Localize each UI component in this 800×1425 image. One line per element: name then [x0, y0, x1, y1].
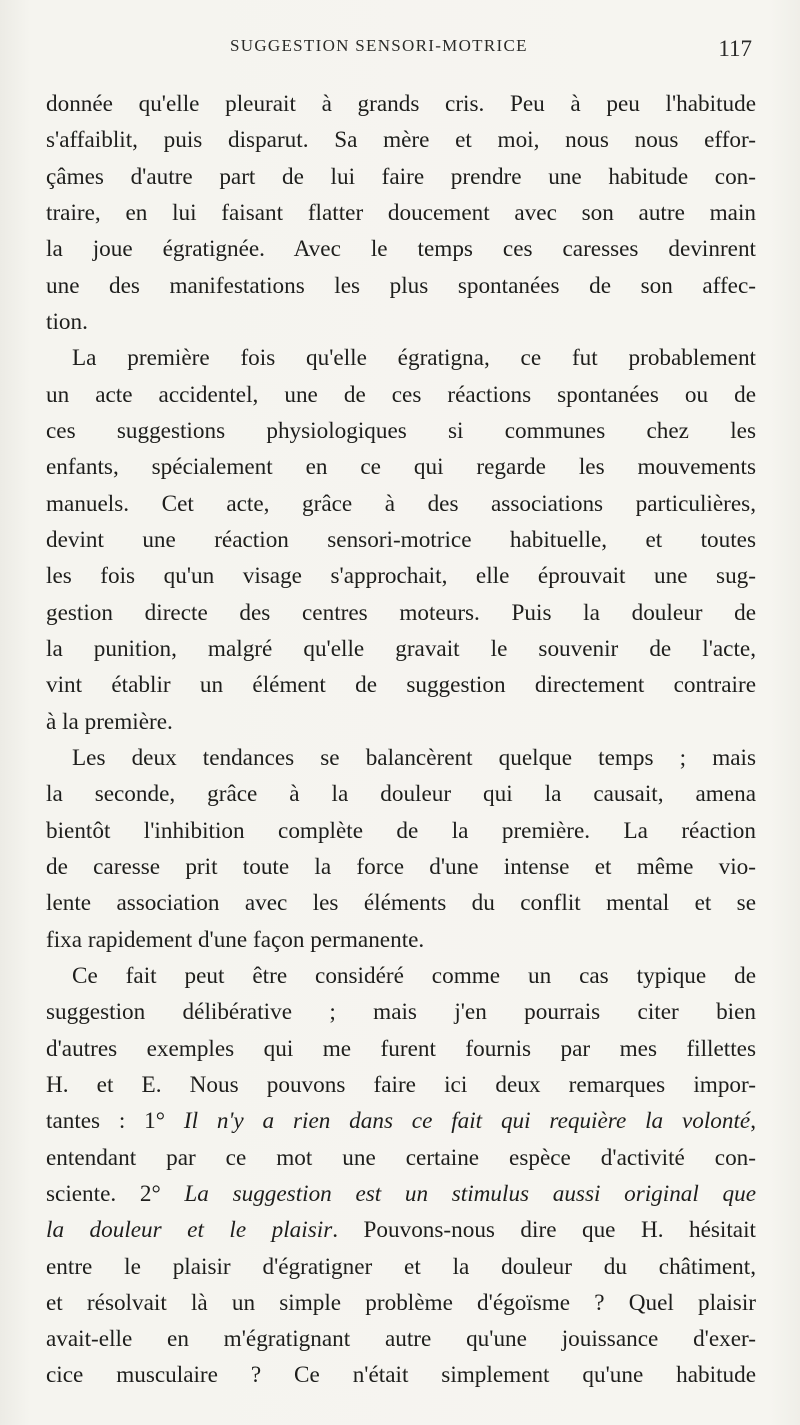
text-line: traire, en lui faisant flatter doucement avec son autre main [46, 199, 756, 226]
text-line: enfants, spécialement en ce qui regarde les mouvements [46, 454, 756, 481]
text-line: ces suggestions physiologiques si communes chez les [46, 417, 756, 444]
text-line: tion. [46, 308, 88, 335]
paragraph-1 [46, 86, 756, 340]
text-line: avait-elle en m'égratignant autre qu'une jouissance d'exer- [46, 1326, 756, 1353]
text-line: La première fois qu'elle égratigna, ce fut probablement [72, 345, 756, 372]
text-line: la seconde, grâce à la douleur qui la causait, amena [46, 781, 756, 808]
italic-text: La suggestion est un stimulus aussi original que [184, 1180, 756, 1207]
text-line: Ce fait peut être considéré comme un cas typique de [72, 962, 756, 989]
text-line: un acte accidentel, une de ces réactions spontanées ou de [46, 381, 756, 408]
text-line: et résolvait là un simple problème d'égoïsme ? Quel plaisir [46, 1289, 756, 1316]
text-line: fixa rapidement d'une façon permanente. [46, 926, 425, 953]
text-line: les fois qu'un visage s'approchait, elle éprouvait une sug- [46, 563, 756, 590]
text-line: à la première. [46, 708, 173, 735]
text-run: tantes : 1° [46, 1108, 184, 1135]
text-line: la punition, malgré qu'elle gravait le souvenir de l'acte, [46, 635, 756, 662]
text-line: d'autres exemples qui me furent fournis par mes fillettes [46, 1035, 756, 1062]
text-line: gestion directe des centres moteurs. Puis la douleur de [46, 599, 756, 626]
paragraph-3 [46, 740, 756, 958]
text-line: Les deux tendances se balancèrent quelque temps ; mais [72, 744, 756, 771]
text-line: donnée qu'elle pleurait à grands cris. Peu à peu l'habitude [46, 91, 756, 117]
text-line: manuels. Cet acte, grâce à des associations particulières, [46, 490, 756, 517]
text-line: çâmes d'autre part de lui faire prendre une habitude con- [46, 163, 756, 190]
italic-text: la douleur et le plaisir [46, 1217, 333, 1244]
paragraph-2 [46, 340, 756, 740]
text-line: s'affaiblit, puis disparut. Sa mère et moi, nous nous effor- [46, 127, 756, 154]
text-line [46, 1103, 756, 1139]
text-run: sciente. 2° [46, 1180, 185, 1207]
text-line: entre le plaisir d'égratigner et la douleur du châtiment, [46, 1253, 756, 1280]
text-run: . Pouvons-nous dire que H. hésitait [332, 1217, 756, 1244]
text-line: la joue égratignée. Avec le temps ces caresses devinrent [46, 236, 756, 263]
body-text [46, 86, 756, 1394]
text-line: cice musculaire ? Ce n'était simplement qu'une habitude [46, 1362, 756, 1389]
running-head: SUGGESTION SENSORI-MOTRICE [230, 36, 528, 55]
paragraph-4 [46, 958, 756, 1394]
text-line: vint établir un élément de suggestion directement contraire [46, 672, 756, 699]
italic-text: Il n'y a rien dans ce fait qui requière la volonté [183, 1108, 751, 1135]
text-run: , [750, 1108, 756, 1135]
text-line: suggestion délibérative ; mais j'en pourrais citer bien [46, 999, 756, 1026]
text-line: de caresse prit toute la force d'une intense et même vio- [46, 853, 756, 880]
text-line: lente association avec les éléments du conflit mental et se [46, 890, 756, 917]
text-line: entendant par ce mot une certaine espèce d'activité con- [46, 1144, 756, 1171]
text-line: une des manifestations les plus spontanées de son affec- [46, 272, 756, 299]
page-number: 117 [718, 36, 752, 61]
text-line: devint une réaction sensori-motrice habituelle, et toutes [46, 526, 756, 553]
text-line [46, 1212, 756, 1248]
text-line [46, 1176, 756, 1212]
text-line: H. et E. Nous pouvons faire ici deux remarques impor- [46, 1071, 756, 1098]
text-line: bientôt l'inhibition complète de la première. La réaction [46, 817, 756, 844]
